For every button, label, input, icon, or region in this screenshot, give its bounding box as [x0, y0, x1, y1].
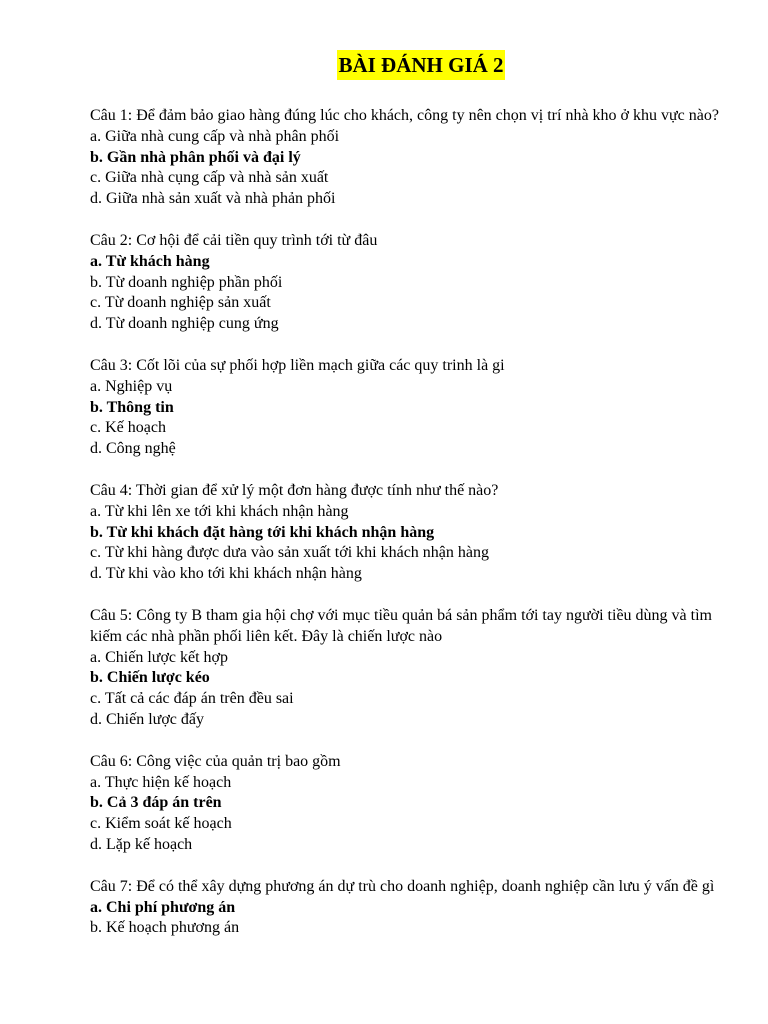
question-prompt: Câu 3: Cốt lõi của sự phối hợp liền mạch giữa các quy trinh là gi: [90, 356, 505, 374]
answer-option-correct: a. Từ khách hàng: [90, 252, 210, 270]
answer-option: d. Từ doanh nghiệp cung ứng: [90, 315, 279, 333]
answer-option: a. Chiến lược kết hợp: [90, 648, 229, 666]
answer-option: d. Từ khi vào kho tới khi khách nhận hàng: [90, 565, 362, 583]
question-6: [90, 752, 730, 856]
document-title: BÀI ĐÁNH GIÁ 2: [337, 50, 504, 80]
answer-option: a. Từ khi lên xe tới khi khách nhận hàng: [90, 502, 349, 520]
question-1: [90, 106, 730, 210]
answer-option-correct: b. Thông tin: [90, 398, 174, 416]
question-prompt: Câu 2: Cơ hội để cải tiền quy trình tới từ đâu: [90, 231, 378, 249]
answer-option: a. Giữa nhà cung cấp và nhà phân phối: [90, 127, 340, 145]
answer-option: b. Từ doanh nghiệp phần phối: [90, 273, 283, 291]
answer-option: d. Chiến lược đấy: [90, 710, 204, 728]
answer-option: b. Kế hoạch phương án: [90, 919, 240, 937]
question-prompt: Câu 7: Để có thể xây dựng phương án dự trù cho doanh nghiệp, doanh nghiệp cần lưu ý vấn đề gì: [90, 877, 715, 895]
question-prompt: Câu 5: Công ty B tham gia hội chợ với mục tiều quản bá sản phẩm tới tay người tiều dùng và tìm kiếm các nhà phần phối liên kết. Đây là chiến lược nào: [90, 606, 712, 645]
answer-option: c. Từ khi hàng được dưa vào sản xuất tới khi khách nhận hàng: [90, 544, 489, 562]
answer-option-correct: b. Cả 3 đáp án trên: [90, 794, 222, 812]
answer-option: c. Kế hoạch: [90, 419, 166, 437]
question-prompt: Câu 1: Để đảm bảo giao hàng đúng lúc cho khách, công ty nên chọn vị trí nhà kho ở khu vực nào?: [90, 107, 719, 124]
question-prompt: Câu 4: Thời gian để xử lý một đơn hàng được tính như thế nào?: [90, 481, 499, 499]
answer-option-correct: b. Chiến lược kéo: [90, 669, 210, 687]
title-wrap: [90, 50, 730, 82]
question-5: [90, 606, 730, 731]
answer-option: d. Lặp kế hoạch: [90, 835, 193, 853]
answer-option-correct: b. Gần nhà phân phối và đại lý: [90, 148, 301, 166]
answer-option: a. Nghiệp vụ: [90, 377, 173, 395]
question-3: [90, 356, 730, 460]
document-page: [90, 50, 730, 960]
answer-option: d. Giữa nhà sản xuất và nhà phản phối: [90, 190, 336, 208]
question-4: [90, 481, 730, 585]
answer-option: d. Công nghệ: [90, 440, 176, 458]
question-7: [90, 877, 730, 939]
answer-option: c. Từ doanh nghiệp sản xuất: [90, 294, 271, 312]
answer-option-correct: a. Chi phí phương án: [90, 898, 236, 916]
answer-option: c. Kiểm soát kế hoạch: [90, 815, 232, 833]
answer-option: a. Thực hiện kế hoạch: [90, 773, 232, 791]
question-2: [90, 231, 730, 335]
answer-option: c. Giữa nhà cụng cấp và nhà sản xuất: [90, 169, 329, 187]
question-list: [90, 106, 730, 939]
answer-option-correct: b. Từ khi khách đặt hàng tới khi khách nhận hàng: [90, 523, 435, 541]
answer-option: c. Tất cả các đáp án trên đều sai: [90, 690, 294, 708]
question-prompt: Câu 6: Công việc của quản trị bao gồm: [90, 752, 341, 770]
